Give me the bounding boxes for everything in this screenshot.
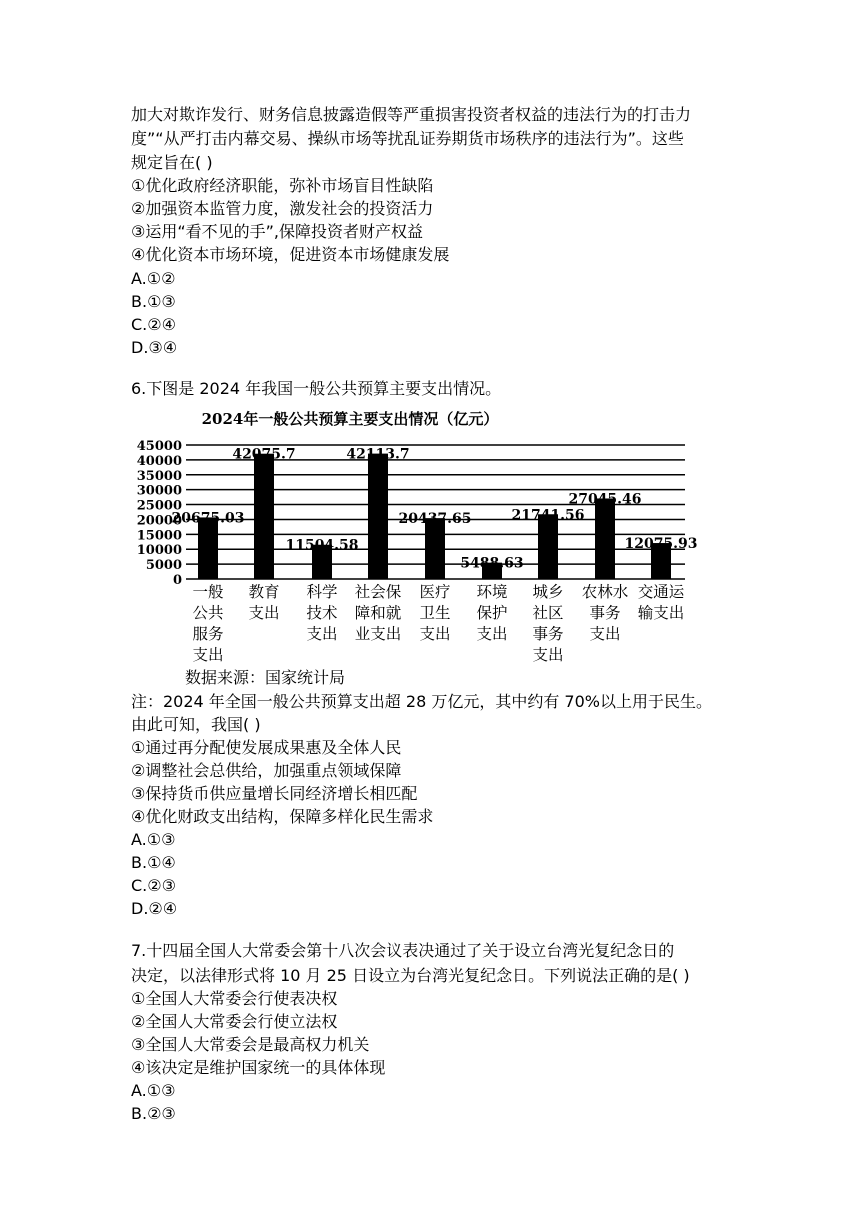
question-5-option: A.①② xyxy=(131,269,176,288)
question-7-statement: ④该决定是维护国家统一的具体体现 xyxy=(131,1058,386,1077)
x-category-label-line: 支出 xyxy=(476,625,508,643)
question-7-option: A.①③ xyxy=(131,1081,176,1100)
question-6-statement: ①通过再分配使发展成果惠及全体人民 xyxy=(131,738,402,757)
question-6-option: C.②③ xyxy=(131,876,176,895)
question-7-stem: 决定，以法律形式将 10 月 25 日设立为台湾光复纪念日。下列说法正确的是( ) xyxy=(131,966,690,985)
question-6-option: B.①④ xyxy=(131,853,176,872)
question-5-option: C.②④ xyxy=(131,315,176,334)
question-7-option: B.②③ xyxy=(131,1104,176,1123)
x-category-label-line: 保护 xyxy=(476,604,508,622)
y-tick-label: 15000 xyxy=(136,528,182,544)
x-category-label-line: 城乡 xyxy=(532,583,564,601)
question-6-statement: ③保持货币供应量增长同经济增长相匹配 xyxy=(131,784,418,803)
question-6-statement: ②调整社会总供给，加强重点领域保障 xyxy=(131,761,402,780)
y-tick-label: 45000 xyxy=(136,439,182,454)
x-category-label-line: 技术 xyxy=(306,604,338,622)
bar-value-label: 20675.03 xyxy=(171,510,245,527)
bar-value-label: 5488.63 xyxy=(460,555,524,572)
y-tick-label: 30000 xyxy=(136,483,182,499)
question-5-option: D.③④ xyxy=(131,338,178,357)
x-category-label xyxy=(518,582,578,666)
question-7-stem: 7.十四届全国人大常委会第十八次会议表决通过了关于设立台湾光复纪念日的 xyxy=(131,941,675,960)
x-category-label-line: 社区 xyxy=(532,604,564,622)
question-6-option: D.②④ xyxy=(131,899,178,918)
bar-value-label: 42113.7 xyxy=(346,446,410,463)
x-category-label-line: 支出 xyxy=(419,625,451,643)
y-tick-label: 5000 xyxy=(145,558,182,574)
x-category-label-line: 事务 xyxy=(532,625,564,643)
bar-value-label: 20437.65 xyxy=(398,511,472,528)
question-5-option: B.①③ xyxy=(131,292,176,311)
y-tick-label: 25000 xyxy=(136,498,182,514)
question-6-statement: ④优化财政支出结构，保障多样化民生需求 xyxy=(131,807,434,826)
x-category-label-line: 事务 xyxy=(589,604,621,622)
x-category-label-line: 支出 xyxy=(306,625,338,643)
x-category-label-line: 支出 xyxy=(248,604,280,622)
x-category-label-line: 卫生 xyxy=(419,604,451,622)
x-category-label xyxy=(178,582,238,666)
bar xyxy=(198,517,218,579)
y-tick-label: 10000 xyxy=(136,543,182,559)
x-category-label-line: 业支出 xyxy=(354,625,402,643)
question-6-prompt: 由此可知，我国( ) xyxy=(131,715,261,734)
bar-value-label: 42075.7 xyxy=(232,446,296,463)
x-category-label-line: 公共 xyxy=(192,604,224,622)
x-category-label-line: 支出 xyxy=(532,646,564,664)
x-category-label-line: 输支出 xyxy=(637,604,685,622)
x-category-label-line: 障和就 xyxy=(354,604,402,622)
x-category-label-line: 科学 xyxy=(306,583,338,601)
bar xyxy=(254,454,274,579)
x-category-label xyxy=(575,582,635,645)
y-tick-label: 20000 xyxy=(136,513,182,529)
bar-value-label: 27045.46 xyxy=(568,491,642,508)
x-category-label-line: 农林水 xyxy=(581,583,629,601)
question-5-text: 度”“从严打击内幕交易、操纵市场等扰乱证券期货市场秩序的违法行为”。这些 xyxy=(131,129,684,148)
question-5-text: 加大对欺诈发行、财务信息披露造假等严重损害投资者权益的违法行为的打击力 xyxy=(131,105,692,124)
question-7-statement: ①全国人大常委会行使表决权 xyxy=(131,989,338,1008)
question-6-note: 注：2024 年全国一般公共预算支出超 28 万亿元，其中约有 70%以上用于民生。 xyxy=(131,692,712,711)
question-5-statement: ④优化资本市场环境，促进资本市场健康发展 xyxy=(131,245,450,264)
y-tick-label: 35000 xyxy=(136,468,182,484)
question-6-stem: 6.下图是 2024 年我国一般公共预算主要支出情况。 xyxy=(131,379,502,398)
bar-value-label: 21741.56 xyxy=(511,507,585,524)
x-category-label-line: 一般 xyxy=(192,583,224,601)
question-7-statement: ②全国人大常委会行使立法权 xyxy=(131,1012,338,1031)
question-5-statement: ③运用“看不见的手”,保障投资者财产权益 xyxy=(131,222,424,241)
question-7-statement: ③全国人大常委会是最高权力机关 xyxy=(131,1035,370,1054)
question-6-option: A.①③ xyxy=(131,830,176,849)
chart-title: 2024年一般公共预算主要支出情况（亿元） xyxy=(201,410,499,428)
bar xyxy=(425,518,445,579)
x-category-label xyxy=(462,582,522,645)
x-category-label xyxy=(234,582,294,624)
x-category-label-line: 支出 xyxy=(192,646,224,664)
x-category-label-line: 支出 xyxy=(589,625,621,643)
bar-value-label: 11504.58 xyxy=(285,537,359,554)
x-category-label xyxy=(631,582,691,624)
budget-expenditure-bar-chart xyxy=(130,402,698,588)
x-category-label-line: 医疗 xyxy=(419,583,451,601)
bar xyxy=(538,514,558,579)
bar xyxy=(368,454,388,579)
x-category-label xyxy=(405,582,465,645)
x-category-label-line: 服务 xyxy=(192,625,224,643)
x-category-label-line: 教育 xyxy=(248,583,280,601)
x-category-label-line: 社会保 xyxy=(354,583,402,601)
data-source: 数据来源：国家统计局 xyxy=(185,668,346,687)
x-category-label xyxy=(348,582,408,645)
x-category-label-line: 交通运 xyxy=(637,583,685,601)
y-tick-label: 0 xyxy=(172,573,182,588)
y-tick-label: 40000 xyxy=(136,453,182,469)
question-5-statement: ①优化政府经济职能，弥补市场盲目性缺陷 xyxy=(131,176,434,195)
x-category-label-line: 环境 xyxy=(476,583,508,601)
question-5-statement: ②加强资本监管力度，激发社会的投资活力 xyxy=(131,199,434,218)
bar xyxy=(595,498,615,579)
bar-value-label: 12075.93 xyxy=(624,536,698,553)
x-category-label xyxy=(292,582,352,645)
question-5-text: 规定旨在( ) xyxy=(131,153,213,172)
